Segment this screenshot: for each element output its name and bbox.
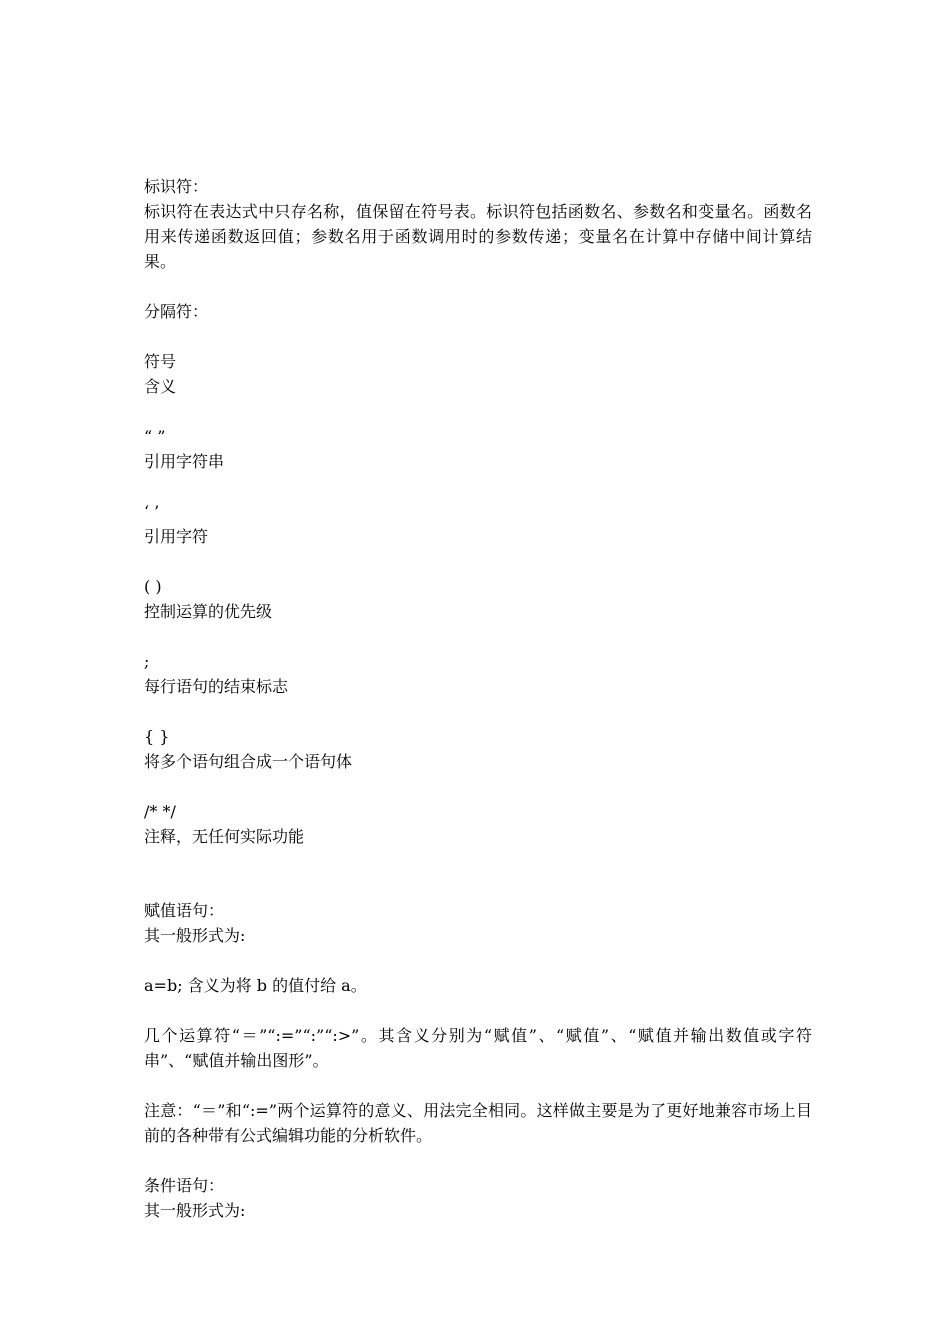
conditional-heading: 条件语句： (144, 1176, 225, 1195)
spacer (144, 274, 812, 299)
separator-symbol: ( ) (144, 577, 162, 596)
assignment-form-label: 其一般形式为: (144, 926, 246, 945)
assignment-note-paragraph: 注意：“＝”和“:=”两个运算符的意义、用法完全相同。这样做主要是为了更好地兼容市场上目前的各种带有公式编辑功能的分析软件。 (144, 1101, 812, 1145)
conditional-form-label: 其一般形式为: (144, 1201, 246, 1220)
separator-symbol: /* */ (144, 802, 176, 821)
spacer (144, 324, 812, 349)
separator-meaning: 控制运算的优先级 (144, 602, 273, 621)
identifier-heading: 标识符： (144, 177, 209, 196)
separator-meaning: 将多个语句组合成一个语句体 (144, 752, 353, 771)
spacer (144, 699, 812, 724)
separator-header-meaning: 含义 (144, 377, 177, 396)
separator-meaning: 引用字符串 (144, 452, 225, 471)
assignment-example: a=b; 含义为将 b 的值付给 a。 (144, 976, 367, 995)
spacer (144, 998, 812, 1023)
spacer (144, 1073, 812, 1098)
spacer (144, 549, 812, 574)
separator-heading: 分隔符： (144, 302, 209, 321)
separator-symbol: ; (144, 652, 150, 671)
assignment-operators-paragraph: 几个运算符“＝”“:=”“:”“:>”。其含义分别为“赋值”、“赋值”、“赋值并输出数值或字符串”、“赋值并输出图形”。 (144, 1026, 812, 1070)
separator-symbol: “ ” (144, 427, 166, 446)
document-body (144, 174, 812, 1223)
identifier-paragraph: 标识符在表达式中只存名称，值保留在符号表。标识符包括函数名、参数名和变量名。函数名用来传递函数返回值；参数名用于函数调用时的参数传递；变量名在计算中存储中间计算结果。 (144, 202, 812, 271)
spacer (144, 474, 812, 499)
spacer (144, 948, 812, 973)
spacer (144, 1148, 812, 1173)
separator-meaning: 注释，无任何实际功能 (144, 827, 305, 846)
spacer (144, 774, 812, 799)
separator-header-symbol: 符号 (144, 352, 177, 371)
separator-meaning: 每行语句的结束标志 (144, 677, 289, 696)
assignment-heading: 赋值语句： (144, 901, 225, 920)
spacer (144, 849, 812, 898)
separator-meaning: 引用字符 (144, 527, 209, 546)
separator-symbol: ‘ ’ (144, 502, 160, 521)
separator-symbol: { } (144, 727, 170, 746)
spacer (144, 624, 812, 649)
spacer (144, 399, 812, 424)
